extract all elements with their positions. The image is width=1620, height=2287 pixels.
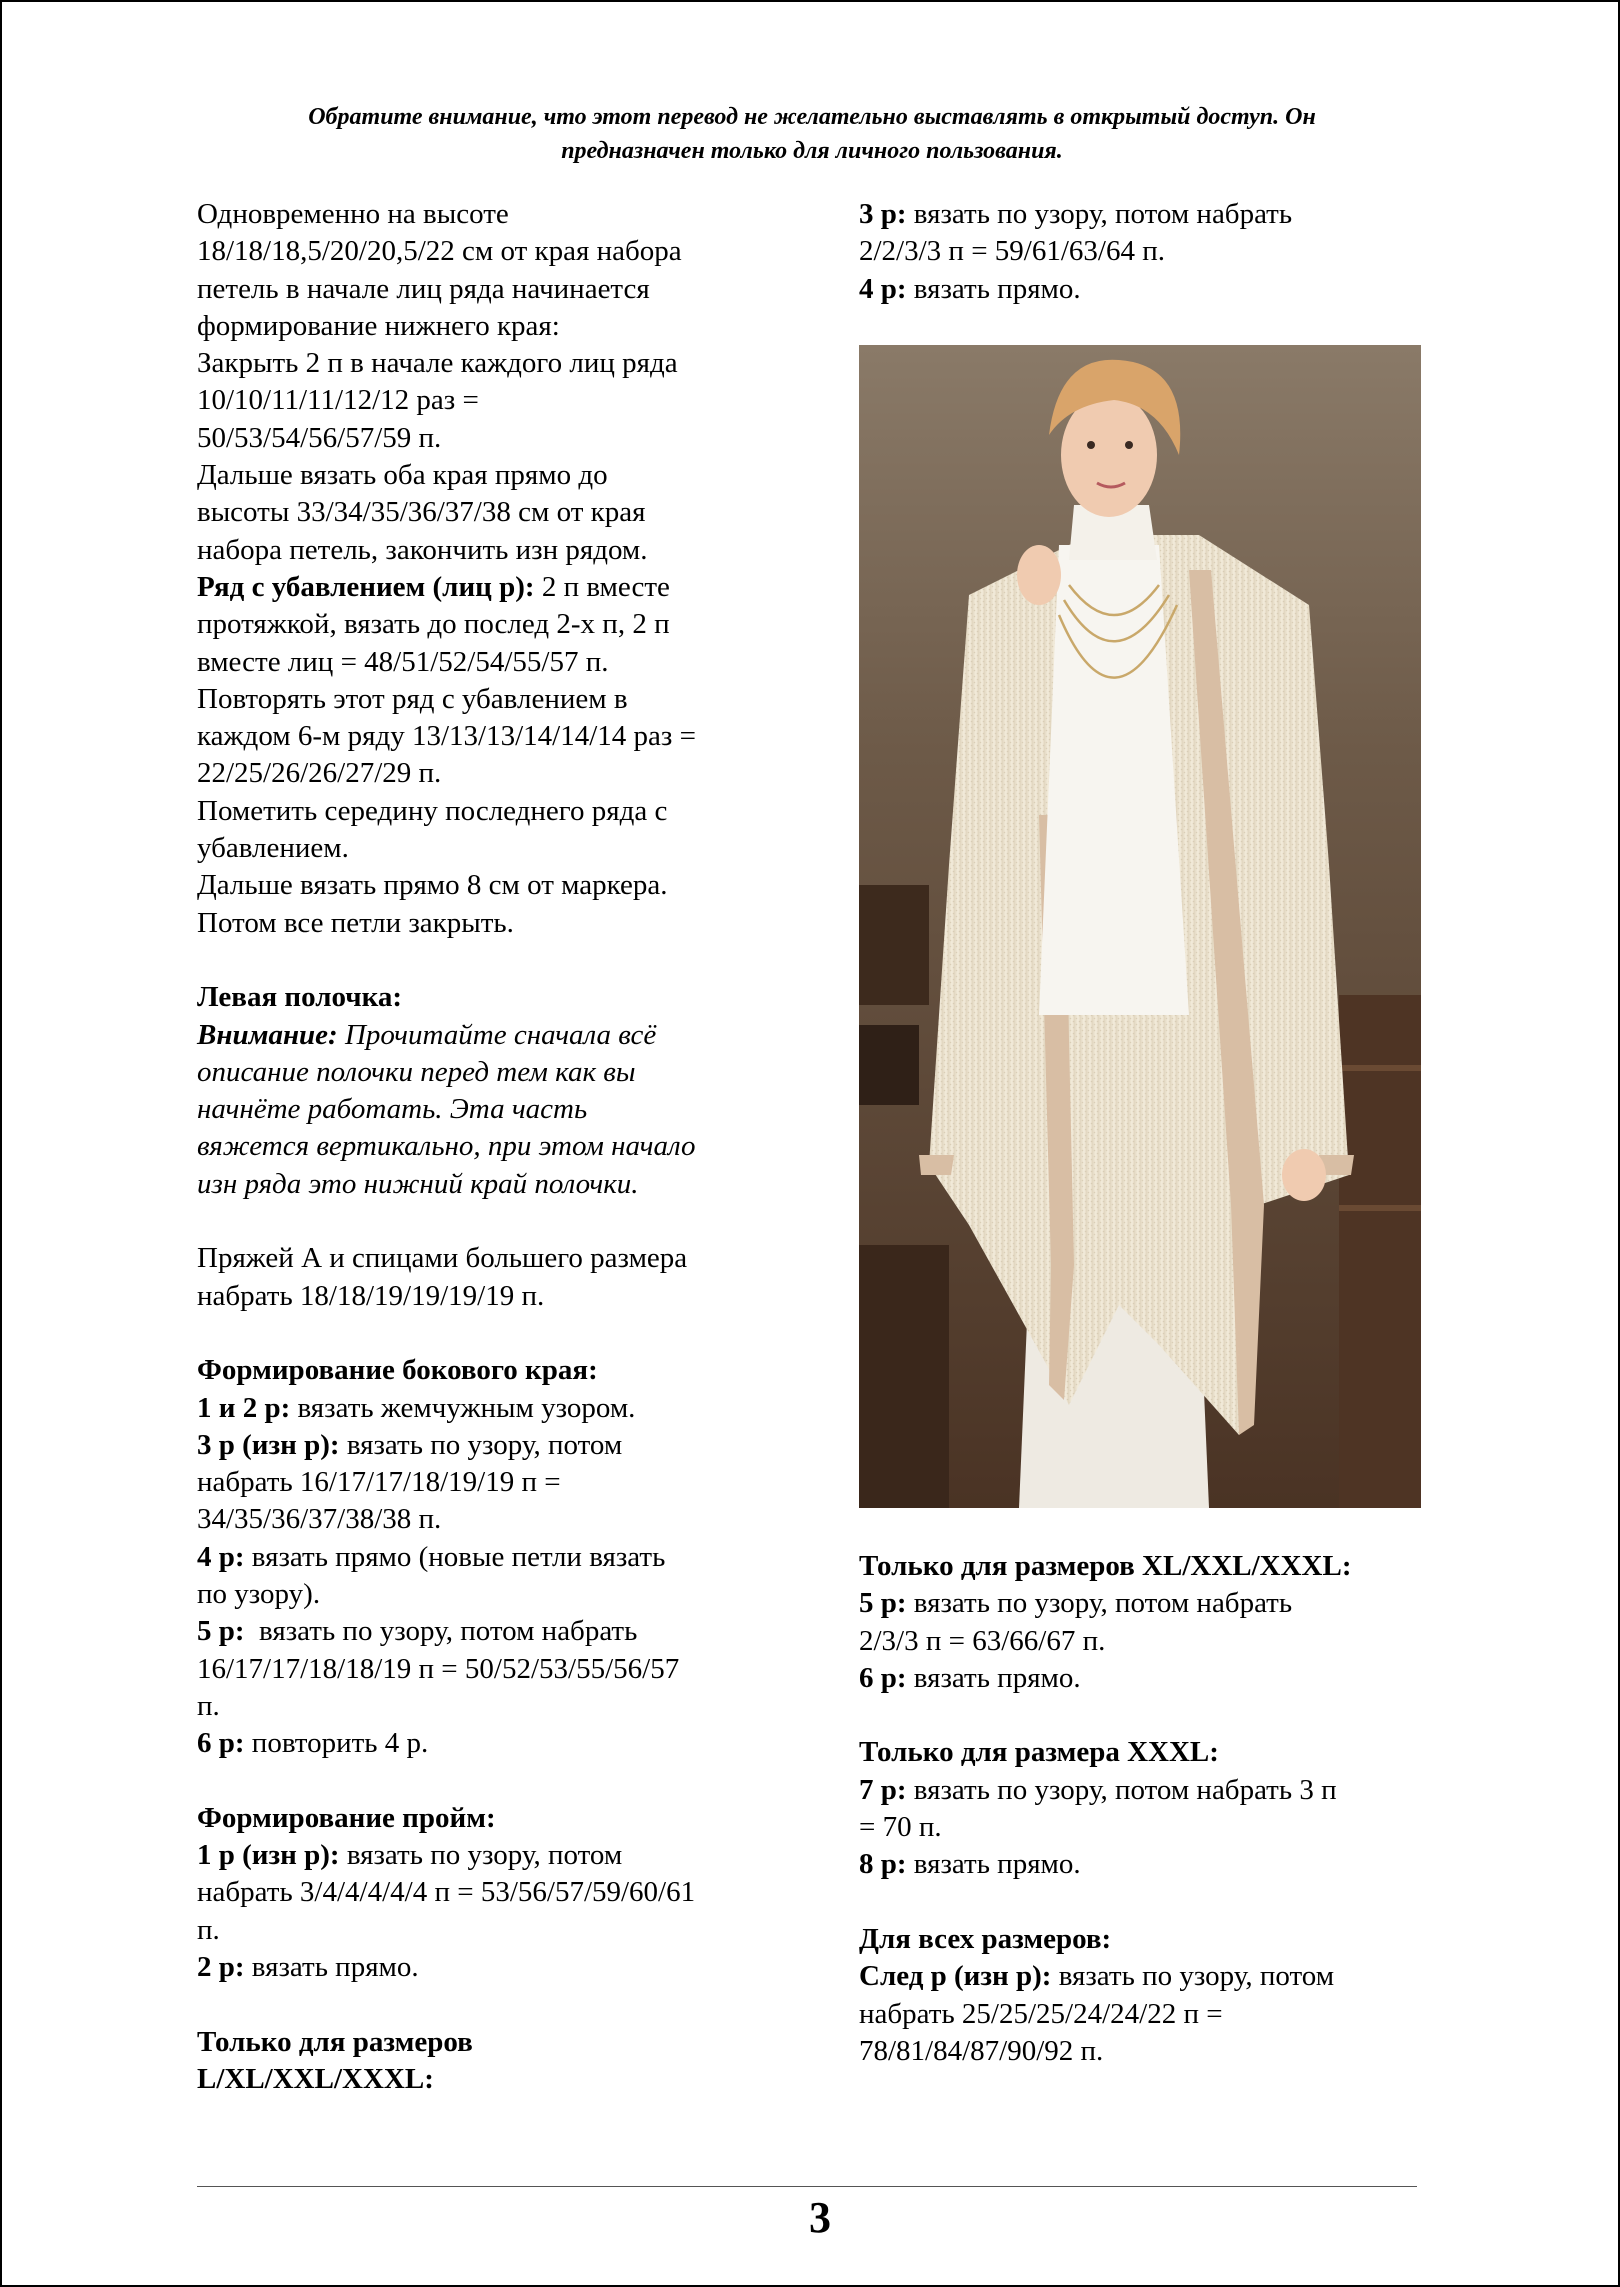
row-text: вязать по узору, потом <box>1051 1960 1335 1993</box>
row-instruction <box>859 1846 1449 1883</box>
row-label: Ряд с убавлением (лиц р): <box>197 570 535 603</box>
text-line: Дальше вязать оба края прямо до <box>197 459 608 492</box>
text-line: вяжется вертикально, при этом начало <box>197 1130 696 1163</box>
section-heading-xl-sizes: Только для размеров XL/XXL/XXXL: <box>859 1550 1352 1582</box>
spacer <box>197 1315 787 1352</box>
row-text: вязать жемчужным узором. <box>290 1391 636 1424</box>
text-line: вместе лиц = 48/51/52/54/55/57 п. <box>197 645 609 678</box>
text-line: 2/2/3/3 п = 59/61/63/64 п. <box>859 235 1165 268</box>
row-label: 6 р: <box>197 1727 245 1760</box>
spacer <box>197 1203 787 1240</box>
text-line: Повторять этот ряд с убавлением в <box>197 682 628 715</box>
row-instruction <box>197 1949 787 1986</box>
text-line: 34/35/36/37/38/38 п. <box>197 1503 442 1536</box>
row-text: вязать прямо (новые петли вязать <box>244 1540 666 1573</box>
row-text: вязать по узору, потом <box>339 1839 623 1872</box>
row-instruction <box>197 1390 787 1427</box>
row-text: вязать по узору, потом набрать <box>244 1615 638 1648</box>
row-label: 6 р: <box>859 1661 907 1694</box>
text-line: набрать 3/4/4/4/4/4 п = 53/56/57/59/60/61 <box>197 1876 696 1909</box>
text-line: описание полочки перед тем как вы <box>197 1055 636 1088</box>
attention-text: Прочитайте сначала всё <box>337 1018 657 1051</box>
row-label: 1 и 2 р: <box>197 1391 291 1424</box>
copyright-notice <box>162 100 1462 168</box>
text-line: Потом все петли закрыть. <box>197 906 514 939</box>
section-heading-all-sizes: Для всех размеров: <box>859 1922 1112 1955</box>
row-label: 2 р: <box>197 1950 245 1983</box>
text-line: набрать 18/18/19/19/19/19 п. <box>197 1279 545 1312</box>
text-line: 78/81/84/87/90/92 п. <box>859 2034 1104 2067</box>
row-instruction <box>197 1539 787 1576</box>
notice-line-1: Обратите внимание, что этот перевод не желательно выставлять в открытый доступ. Он <box>308 104 1316 130</box>
row-label: 1 р (изн р): <box>197 1839 340 1872</box>
text-line: = 70 п. <box>859 1811 942 1844</box>
section-heading-xxxl-size: Только для размера XXXL: <box>859 1736 1219 1769</box>
section-heading-sizes-list: L/XL/XXL/XXXL: <box>197 2062 434 2095</box>
section-heading-armholes: Формирование пройм: <box>197 1801 496 1834</box>
text-line: набрать 16/17/17/18/19/19 п = <box>197 1466 561 1499</box>
right-column-bottom <box>859 1548 1449 2070</box>
spacer <box>859 1697 1449 1734</box>
section-heading-side-edge: Формирование бокового края: <box>197 1354 598 1387</box>
text-line: высоты 33/34/35/36/37/38 см от края <box>197 496 646 529</box>
text-line: п. <box>197 1913 220 1946</box>
cardigan-model-photo <box>859 345 1421 1508</box>
row-text: вязать прямо. <box>906 1661 1081 1694</box>
text-line: 18/18/18,5/20/20,5/22 см от края набора <box>197 235 682 268</box>
row-label: След р (изн р): <box>859 1960 1052 1993</box>
decrease-row-instruction <box>197 569 787 606</box>
row-label: 7 р: <box>859 1773 907 1806</box>
row-text: вязать по узору, потом набрать 3 п <box>906 1773 1337 1806</box>
text-line: Дальше вязать прямо 8 см от маркера. <box>197 869 668 902</box>
row-label: 4 р: <box>859 272 907 305</box>
row-text: вязать по узору, потом набрать <box>906 1587 1293 1620</box>
row-label: 8 р: <box>859 1848 907 1881</box>
row-instruction <box>859 1660 1449 1697</box>
text-line: 16/17/17/18/18/19 п = 50/52/53/55/56/57 <box>197 1652 680 1685</box>
text-line: 50/53/54/56/57/59 п. <box>197 421 442 454</box>
text-line: изн ряда это нижний край полочки. <box>197 1167 639 1200</box>
row-label: 5 р: <box>859 1587 907 1620</box>
row-text: вязать прямо. <box>906 272 1081 305</box>
spacer <box>859 1884 1449 1921</box>
row-instruction <box>197 1427 787 1464</box>
text-line: по узору). <box>197 1577 321 1610</box>
text-line: Одновременно на высоте <box>197 198 509 230</box>
row-label: 4 р: <box>197 1540 245 1573</box>
left-column <box>197 196 787 2098</box>
text-line: протяжкой, вязать до послед 2-х п, 2 п <box>197 608 670 641</box>
row-text: вязать прямо. <box>906 1848 1081 1881</box>
photo-illustration <box>859 345 1421 1508</box>
text-line: набрать 25/25/25/24/24/22 п = <box>859 1997 1223 2030</box>
row-text: повторить 4 р. <box>244 1727 429 1760</box>
text-line: каждом 6-м ряду 13/13/13/14/14/14 раз = <box>197 720 696 753</box>
row-instruction <box>859 1958 1449 1995</box>
section-heading-sizes: Только для размеров <box>197 2025 473 2058</box>
spacer <box>197 1986 787 2023</box>
attention-label: Внимание: <box>197 1018 338 1051</box>
footer-divider <box>197 2186 1417 2187</box>
row-instruction <box>197 1837 787 1874</box>
row-label: 3 р: <box>859 198 907 230</box>
text-line: убавлением. <box>197 832 349 865</box>
row-instruction <box>197 1613 787 1650</box>
spacer <box>197 1762 787 1799</box>
text-line: петель в начале лиц ряда начинается <box>197 272 650 305</box>
row-label: 3 р (изн р): <box>197 1428 340 1461</box>
text-line: набора петель, закончить изн рядом. <box>197 533 648 566</box>
row-instruction <box>859 1772 1449 1809</box>
row-text: вязать по узору, потом <box>339 1428 623 1461</box>
row-text: 2 п вместе <box>534 570 670 603</box>
row-text: вязать по узору, потом набрать <box>906 198 1293 230</box>
row-instruction <box>197 1725 787 1762</box>
text-line: 2/3/3 п = 63/66/67 п. <box>859 1624 1106 1657</box>
text-line: 22/25/26/26/27/29 п. <box>197 757 442 790</box>
row-instruction <box>859 196 1419 233</box>
row-instruction <box>859 271 1419 308</box>
text-line: Пометить середину последнего ряда с <box>197 794 668 827</box>
row-text: вязать прямо. <box>244 1950 419 1983</box>
spacer <box>197 942 787 979</box>
notice-line-2: предназначен только для личного пользования. <box>561 138 1063 164</box>
text-line: п. <box>197 1689 220 1722</box>
section-heading-left-front: Левая полочка: <box>197 981 403 1014</box>
right-column-top <box>859 196 1419 308</box>
attention-note <box>197 1017 787 1054</box>
text-line: Закрыть 2 п в начале каждого лиц ряда <box>197 347 678 380</box>
text-line: Пряжей А и спицами большего размера <box>197 1242 688 1275</box>
text-line: формирование нижнего края: <box>197 309 560 342</box>
text-line: начнёте работать. Эта часть <box>197 1093 588 1126</box>
row-instruction <box>859 1585 1449 1622</box>
text-line: 10/10/11/11/12/12 раз = <box>197 384 479 417</box>
row-label: 5 р: <box>197 1615 245 1648</box>
page-number: 3 <box>809 2193 831 2242</box>
